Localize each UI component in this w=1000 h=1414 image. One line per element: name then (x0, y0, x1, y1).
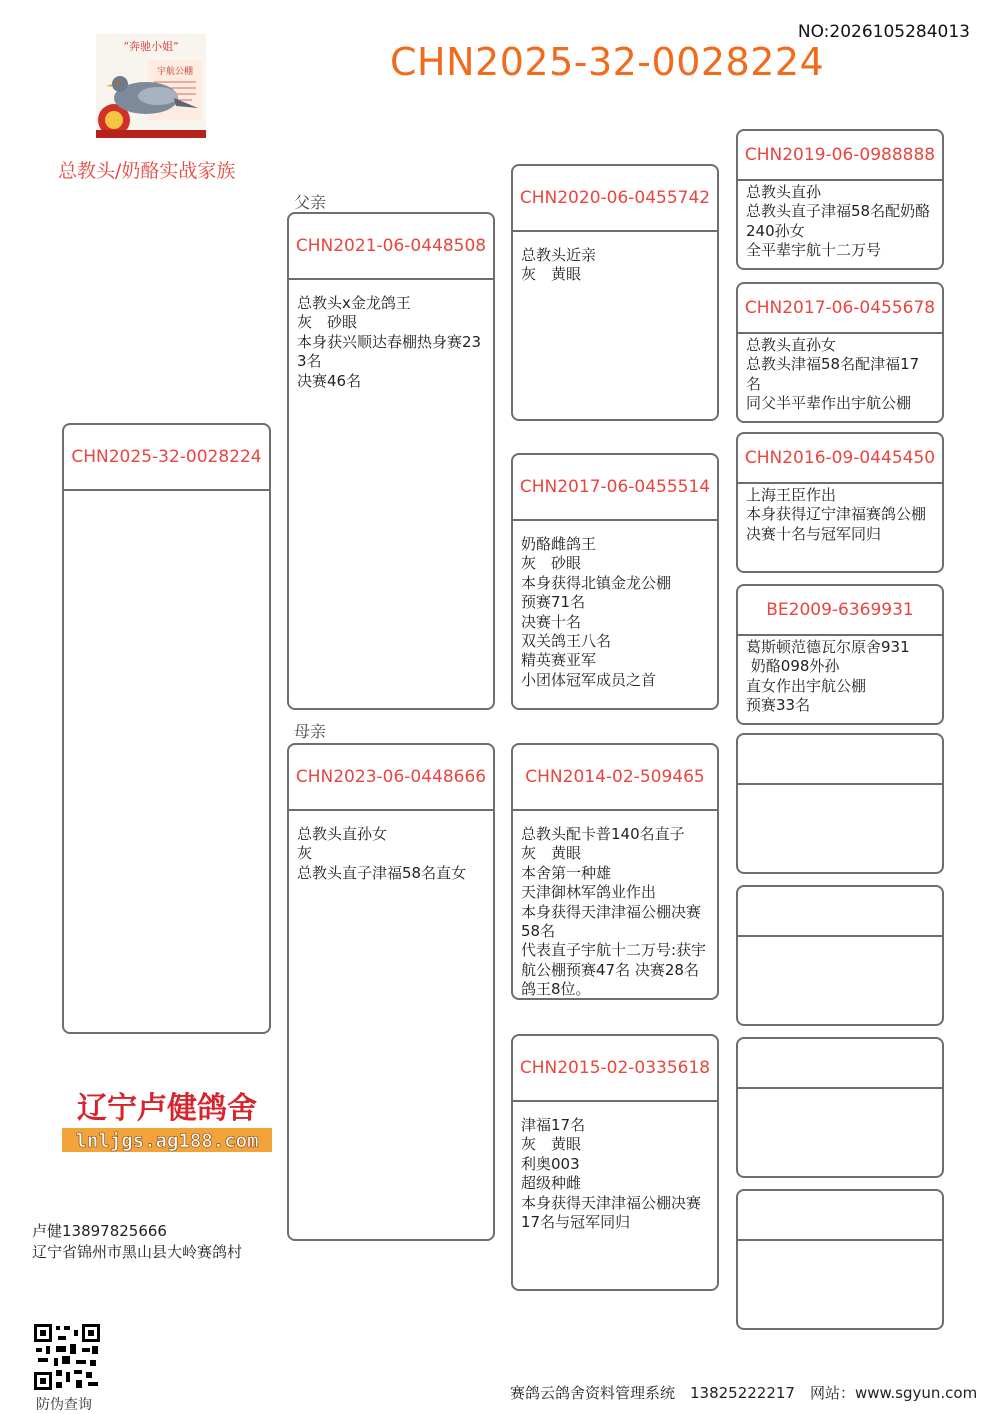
mother-ring: CHN2023-06-0448666 (289, 745, 493, 811)
ggp-ring-8 (738, 1191, 942, 1241)
ggp-ring-5 (738, 735, 942, 785)
maternal-grandfather-card (511, 743, 719, 1000)
family-title: 总教头/奶酪实战家族 (58, 160, 236, 182)
mother-notes (289, 811, 493, 883)
father-line: 总教头x金龙鸽王 (297, 294, 411, 312)
loft-logo (62, 1086, 272, 1154)
pgf-line: 总教头近亲 (521, 246, 597, 264)
ggp1-line: 全平辈宇航十二万号 (746, 241, 882, 260)
ggp3-line: 本身获得辽宁津福赛鸽公棚 (746, 505, 927, 524)
ggp-card-6 (736, 885, 944, 1026)
pgm-line: 灰 砂眼 (521, 554, 582, 573)
mgf-line: 总教头配卡普140名直子 (521, 825, 685, 843)
pgm-line: 奶酪雌鸽王 (521, 535, 597, 553)
mother-line: 灰 (297, 844, 313, 863)
mgf-line: 灰 黄眼 (521, 844, 582, 863)
ggp-ring-6 (738, 887, 942, 937)
ggp-notes-4 (738, 636, 942, 716)
father-line: 决赛46名 (297, 371, 362, 390)
ggp2-line: 总教头津福58名配津福17名 (746, 355, 920, 393)
ggp-card-1 (736, 129, 944, 270)
pgm-line: 双关鸽王八名 (521, 632, 612, 651)
subject-ring: CHN2025-32-0028224 (64, 425, 269, 491)
document-number: NO:2026105284013 (797, 22, 970, 42)
qr-code-icon[interactable] (32, 1322, 102, 1392)
mgf-line: 本舍第一种雄 (521, 863, 612, 882)
paternal-grandmother-notes (513, 521, 717, 690)
mother-label: 母亲 (294, 722, 327, 741)
maternal-grandmother-notes (513, 1102, 717, 1232)
mgm-line: 超级种雌 (521, 1174, 582, 1193)
ggp-notes-2 (738, 334, 942, 414)
mgf-line: 本身获得天津津福公棚决赛58名 (521, 902, 702, 941)
mgm-line: 利奥003 (521, 1154, 580, 1173)
mother-line: 总教头直孙女 (297, 825, 388, 843)
main-ring-number: CHN2025-32-0028224 (390, 40, 825, 84)
loft-logo-site: lnljgs.ag188.com (75, 1130, 259, 1152)
ggp2-line: 同父半平辈作出宇航公棚 (746, 394, 912, 413)
paternal-grandmother-card (511, 453, 719, 710)
qr-label: 防伪查询 (36, 1397, 92, 1413)
pgm-line: 预赛71名 (521, 593, 586, 612)
father-ring: CHN2021-06-0448508 (289, 214, 493, 280)
subject-card (62, 423, 271, 1034)
pgm-line: 本身获得北镇金龙公棚 (521, 573, 672, 592)
mgm-line: 灰 黄眼 (521, 1135, 582, 1154)
ggp3-line: 上海王臣作出 (746, 486, 837, 504)
paternal-grandfather-ring: CHN2020-06-0455742 (513, 166, 717, 232)
mgm-line: 津福17名 (521, 1116, 586, 1134)
mgf-line: 天津御林军鸽业作出 (521, 883, 657, 902)
pgm-line: 精英赛亚军 (521, 651, 597, 670)
maternal-grandfather-ring: CHN2014-02-509465 (513, 745, 717, 811)
mgm-line: 本身获得天津津福公棚决赛17名与冠军同归 (521, 1193, 702, 1232)
ggp1-line: 总教头直子津福58名配奶酪240孙女 (746, 202, 931, 240)
maternal-grandmother-card (511, 1034, 719, 1291)
ggp-card-8 (736, 1189, 944, 1330)
subject-notes (64, 491, 269, 497)
ggp4-line: 预赛33名 (746, 696, 811, 715)
father-line: 灰 砂眼 (297, 313, 358, 332)
ggp-card-2 (736, 282, 944, 423)
mother-card (287, 743, 495, 1241)
contact-phone: 卢健13897825666 (32, 1222, 167, 1240)
mgf-line: 代表直子宇航十二万号:获宇航公棚预赛47名 决赛28名 鸽王8位。 (521, 941, 707, 999)
paternal-grandfather-notes (513, 232, 717, 285)
ggp2-line: 总教头直孙女 (746, 336, 837, 354)
pgf-line: 灰 黄眼 (521, 265, 582, 284)
pgm-line: 小团体冠军成员之首 (521, 670, 657, 689)
ggp-notes-1 (738, 181, 942, 261)
ggp-ring-7 (738, 1039, 942, 1089)
ggp4-line: 直女作出宇航公棚 (746, 676, 867, 695)
father-notes (289, 280, 493, 391)
ggp3-line: 决赛十名与冠军同归 (746, 524, 882, 543)
contact-address: 辽宁省锦州市黑山县大岭赛鸽村 (32, 1243, 243, 1261)
paternal-grandmother-ring: CHN2017-06-0455514 (513, 455, 717, 521)
ggp-ring-2: CHN2017-06-0455678 (738, 284, 942, 334)
father-label: 父亲 (294, 193, 327, 212)
ggp-card-3 (736, 432, 944, 573)
father-card (287, 212, 495, 710)
ggp4-line: 奶酪098外孙 (746, 657, 840, 676)
ggp-notes-3 (738, 484, 942, 544)
mother-line: 总教头直子津福58名直女 (297, 863, 467, 882)
pigeon-photo (96, 34, 206, 138)
father-line: 本身获兴顺达春棚热身赛233名 (297, 332, 482, 371)
ggp1-line: 总教头直孙 (746, 183, 822, 201)
pgm-line: 决赛十名 (521, 612, 582, 631)
maternal-grandfather-notes (513, 811, 717, 1000)
ggp4-line: 葛斯顿范德瓦尔原舍931 (746, 638, 910, 656)
maternal-grandmother-ring: CHN2015-02-0335618 (513, 1036, 717, 1102)
ggp-card-4 (736, 584, 944, 725)
photo-banner-text: “奔驰小姐” (123, 40, 179, 53)
ggp-ring-4: BE2009-6369931 (738, 586, 942, 636)
ggp-card-7 (736, 1037, 944, 1178)
photo-brand-text: 宇航公棚 (156, 67, 194, 77)
ggp-ring-3: CHN2016-09-0445450 (738, 434, 942, 484)
loft-logo-name: 辽宁卢健鸽舍 (77, 1091, 257, 1126)
footer-info: 赛鸽云鸽舍资料管理系统 13825222217 网站：www.sgyun.com (510, 1384, 978, 1402)
paternal-grandfather-card (511, 164, 719, 421)
ggp-card-5 (736, 733, 944, 874)
ggp-ring-1: CHN2019-06-0988888 (738, 131, 942, 181)
